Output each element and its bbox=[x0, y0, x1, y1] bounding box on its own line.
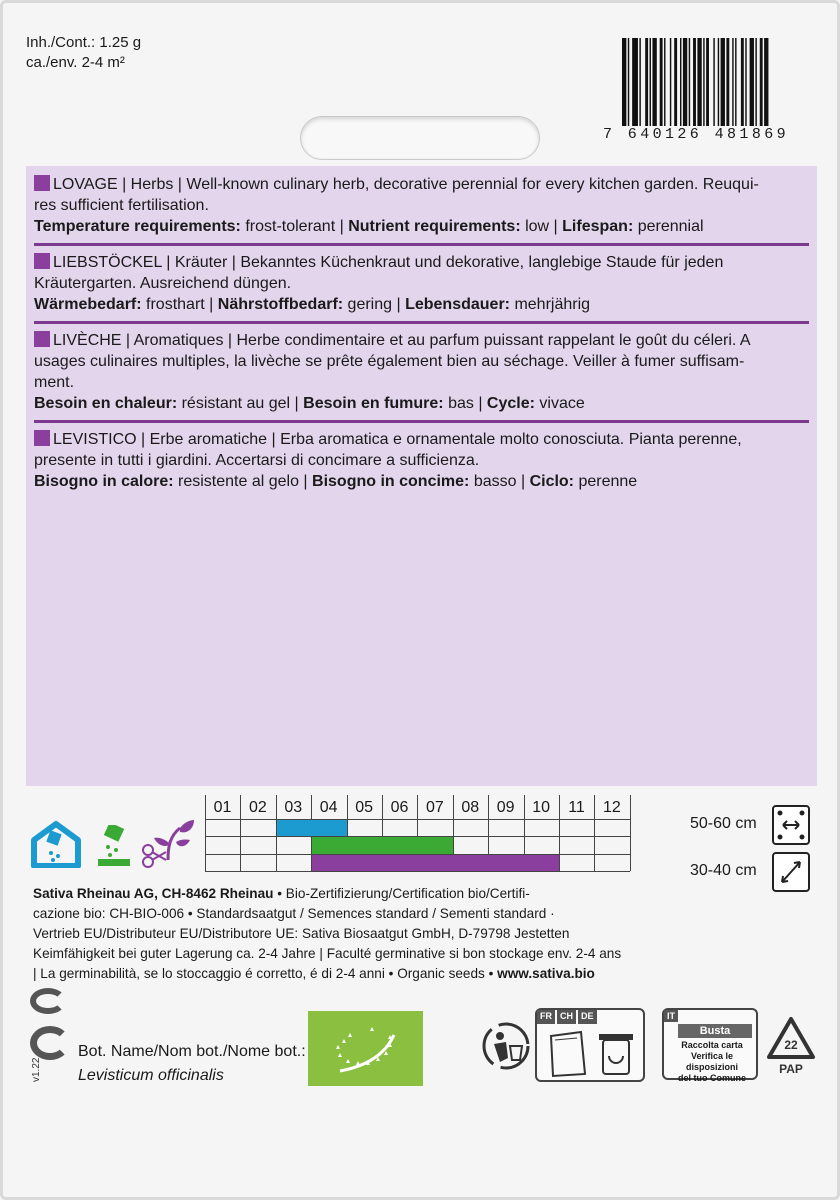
barcode-bar bbox=[745, 38, 746, 126]
section-text-line bbox=[34, 450, 809, 471]
section-divider bbox=[34, 420, 809, 423]
scientific-name: Levisticum officinalis bbox=[78, 1067, 224, 1084]
section-marker-icon bbox=[34, 253, 50, 269]
country-it: IT bbox=[664, 1010, 678, 1022]
property-value: basso | bbox=[469, 473, 530, 490]
property-label: Lifespan: bbox=[562, 218, 634, 235]
section-text-line bbox=[34, 273, 809, 294]
paper-bag-icon bbox=[547, 1030, 587, 1078]
section-text: res sufficient fertilisation. bbox=[34, 197, 209, 214]
calendar-gridline bbox=[559, 795, 560, 871]
property-label: Besoin en chaleur: bbox=[34, 395, 178, 412]
section-1 bbox=[34, 174, 809, 237]
content-area: ca./env. 2-4 m² bbox=[26, 54, 125, 71]
barcode-bar bbox=[760, 38, 763, 126]
company-info bbox=[33, 884, 663, 984]
calendar-gridline bbox=[205, 819, 630, 820]
harvest-scissors-icon bbox=[140, 816, 196, 870]
section-3 bbox=[34, 330, 809, 414]
country-de: DE bbox=[578, 1010, 597, 1024]
greenhouse-sowing-icon bbox=[30, 820, 82, 868]
property-value: frost-tolerant | bbox=[240, 218, 349, 235]
section-properties bbox=[34, 294, 809, 315]
section-text: Kräutergarten. Ausreichend düngen. bbox=[34, 275, 292, 292]
property-label: Bisogno in concime: bbox=[312, 473, 470, 490]
calendar-gridline bbox=[205, 795, 206, 871]
section-text-line bbox=[34, 195, 809, 216]
row-spacing-text: 50-60 cm bbox=[690, 815, 757, 832]
version-label: v1.22 bbox=[31, 1057, 42, 1082]
section-text: LIVÈCHE | Aromatiques | Herbe condimentaire et au parfum puissant rappelant le goût du céleri. A bbox=[53, 332, 751, 349]
outdoor-sowing-icon bbox=[96, 825, 132, 867]
barcode-bar bbox=[689, 38, 690, 126]
barcode-bar bbox=[764, 38, 768, 126]
section-properties bbox=[34, 471, 809, 492]
section-4 bbox=[34, 429, 809, 492]
barcode-bar bbox=[645, 38, 648, 126]
property-value: low | bbox=[520, 218, 563, 235]
property-value: résistant au gel | bbox=[177, 395, 304, 412]
barcode-bar bbox=[664, 38, 665, 126]
property-label: Lebensdauer: bbox=[405, 296, 510, 313]
section-properties bbox=[34, 393, 809, 414]
calendar-grid bbox=[205, 819, 630, 871]
barcode-bar bbox=[660, 38, 663, 126]
section-text: LIEBSTÖCKEL | Kräuter | Bekanntes Küchenkraut und dekorative, langlebige Staude für jeden bbox=[53, 254, 724, 271]
pap-label: PAP bbox=[779, 1062, 803, 1076]
triman-recycling-icon bbox=[478, 1018, 534, 1074]
calendar-bar-harvest bbox=[312, 855, 559, 871]
company-line-5: | La germinabilità, se lo stoccaggio é corretto, é di 2-4 anni • Organic seeds • bbox=[33, 966, 498, 981]
property-value: perennial bbox=[633, 218, 704, 235]
month-label: 02 bbox=[248, 799, 267, 816]
property-value: mehrjährig bbox=[510, 296, 591, 313]
property-label: Bisogno in calore: bbox=[34, 473, 174, 490]
section-text-line bbox=[34, 252, 809, 273]
calendar-gridline bbox=[205, 871, 630, 872]
section-properties bbox=[34, 216, 809, 237]
property-label: Ciclo: bbox=[529, 473, 575, 490]
barcode-bar bbox=[755, 38, 756, 126]
month-label: 09 bbox=[496, 799, 515, 816]
property-value: bas | bbox=[443, 395, 487, 412]
barcode-bar bbox=[750, 38, 754, 126]
barcode-digits: 7 640126 481869 bbox=[603, 126, 790, 143]
section-marker-icon bbox=[34, 331, 50, 347]
certification-text: • Bio-Zertifizierung/Certification bio/Certifi- bbox=[273, 886, 530, 901]
barcode-bar bbox=[718, 38, 719, 126]
comune-text: del tuo Comune bbox=[678, 1073, 746, 1083]
barcode-bar bbox=[650, 38, 651, 126]
barcode-bar bbox=[670, 38, 671, 126]
property-value: gering | bbox=[343, 296, 406, 313]
section-divider bbox=[34, 243, 809, 246]
content-amount: Inh./Cont.: 1.25 g bbox=[26, 34, 142, 51]
pap-recycling-icon bbox=[765, 1015, 817, 1077]
section-text: usages culinaires multiples, la livèche se prête également bien au séchage. Veiller à fumer suffisam- bbox=[34, 353, 745, 370]
recycling-info-fr-ch-de bbox=[535, 1008, 645, 1082]
month-label: 12 bbox=[602, 799, 621, 816]
barcode-bar bbox=[726, 38, 729, 126]
barcode-bar bbox=[632, 38, 638, 126]
section-divider bbox=[34, 321, 809, 324]
description-panel bbox=[26, 166, 817, 786]
barcode-bar bbox=[741, 38, 744, 126]
row-spacing-icon bbox=[772, 805, 810, 845]
raccolta-text: Raccolta carta bbox=[681, 1040, 743, 1050]
section-text-line bbox=[34, 372, 809, 393]
property-label: Temperature requirements: bbox=[34, 218, 241, 235]
barcode-bar bbox=[706, 38, 709, 126]
section-text: presente in tutti i giardini. Accertarsi di concimare a sufficienza. bbox=[34, 452, 480, 469]
company-line-3: Vertrieb EU/Distributeur EU/Distributore UE: Sativa Biosaatgut GmbH, D-79798 Jestetten bbox=[33, 926, 570, 941]
botanical-label: Bot. Name/Nom bot./Nome bot.: bbox=[78, 1043, 306, 1060]
calendar-gridline bbox=[630, 795, 631, 871]
barcode-bar bbox=[639, 38, 640, 126]
month-label: 06 bbox=[390, 799, 409, 816]
month-label: 08 bbox=[461, 799, 480, 816]
pap-number: 22 bbox=[784, 1038, 798, 1052]
barcode-bar bbox=[652, 38, 656, 126]
section-text-line bbox=[34, 174, 809, 195]
month-label: 01 bbox=[213, 799, 232, 816]
busta-label: Busta bbox=[678, 1024, 752, 1038]
property-value: perenne bbox=[574, 473, 638, 490]
website-link[interactable]: www.sativa.bio bbox=[497, 966, 595, 981]
calendar-gridline bbox=[240, 795, 241, 871]
section-text-line bbox=[34, 429, 809, 450]
section-text: ment. bbox=[34, 374, 75, 391]
month-label: 07 bbox=[425, 799, 444, 816]
section-2 bbox=[34, 252, 809, 315]
calendar-gridline bbox=[594, 795, 595, 871]
plant-spacing-icon bbox=[772, 852, 810, 892]
section-text: LOVAGE | Herbs | Well-known culinary herb, decorative perennial for every kitchen garden. Reuqui- bbox=[53, 176, 759, 193]
barcode-bar bbox=[628, 38, 629, 126]
property-label: Nährstoffbedarf: bbox=[217, 296, 344, 313]
property-label: Besoin en fumure: bbox=[303, 395, 444, 412]
barcode-bar bbox=[622, 38, 626, 126]
botanical-name bbox=[78, 1040, 306, 1088]
section-marker-icon bbox=[34, 175, 50, 191]
barcode bbox=[620, 38, 820, 126]
paper-bin-icon bbox=[597, 1030, 635, 1078]
month-label: 05 bbox=[355, 799, 373, 816]
barcode-bar bbox=[697, 38, 701, 126]
country-fr: FR bbox=[537, 1010, 555, 1024]
month-label: 03 bbox=[284, 799, 303, 816]
hanger-hole bbox=[300, 116, 540, 160]
company-line-4: Keimfähigkeit bei guter Lagerung ca. 2-4 Jahre | Faculté germinative si bon stockage env. 2-4 ans bbox=[33, 946, 622, 961]
company-name: Sativa Rheinau AG, CH-8462 Rheinau bbox=[33, 886, 274, 901]
verifica-text: Verifica le disposizioni bbox=[685, 1051, 738, 1072]
ce-mark-icon bbox=[30, 988, 66, 1014]
month-label: 04 bbox=[319, 799, 338, 816]
barcode-bar bbox=[674, 38, 677, 126]
barcode-bar bbox=[693, 38, 696, 126]
plant-spacing-text: 30-40 cm bbox=[690, 862, 757, 879]
property-label: Nutrient requirements: bbox=[348, 218, 521, 235]
property-value: resistente al gelo | bbox=[173, 473, 313, 490]
section-marker-icon bbox=[34, 430, 50, 446]
section-text: LEVISTICO | Erbe aromatiche | Erba aromatica e ornamentale molto conosciuta. Pianta perenne, bbox=[53, 431, 742, 448]
company-line-2: cazione bio: CH-BIO-006 • Standardsaatgut / Semences standard / Sementi standard · bbox=[33, 906, 555, 921]
country-ch: CH bbox=[557, 1010, 576, 1024]
calendar-bar-sowing-outdoors bbox=[312, 837, 453, 853]
property-label: Wärmebedarf: bbox=[34, 296, 142, 313]
barcode-bar bbox=[683, 38, 687, 126]
month-label: 10 bbox=[532, 799, 550, 816]
property-value: frosthart | bbox=[141, 296, 218, 313]
barcode-bar bbox=[680, 38, 681, 126]
ce-mark-icon-2 bbox=[30, 1026, 70, 1060]
recycling-info-it bbox=[662, 1008, 758, 1083]
section-text-line bbox=[34, 330, 809, 351]
barcode-bar bbox=[721, 38, 725, 126]
barcode-bar bbox=[703, 38, 704, 126]
barcode-bar bbox=[713, 38, 714, 126]
section-text-line bbox=[34, 351, 809, 372]
property-value: vivace bbox=[534, 395, 585, 412]
month-label: 11 bbox=[568, 799, 585, 816]
barcode-bar bbox=[732, 38, 733, 126]
barcode-bar bbox=[735, 38, 736, 126]
eu-organic-logo bbox=[308, 1011, 423, 1086]
property-label: Cycle: bbox=[486, 395, 535, 412]
calendar-bar-sowing-indoors bbox=[277, 820, 347, 836]
